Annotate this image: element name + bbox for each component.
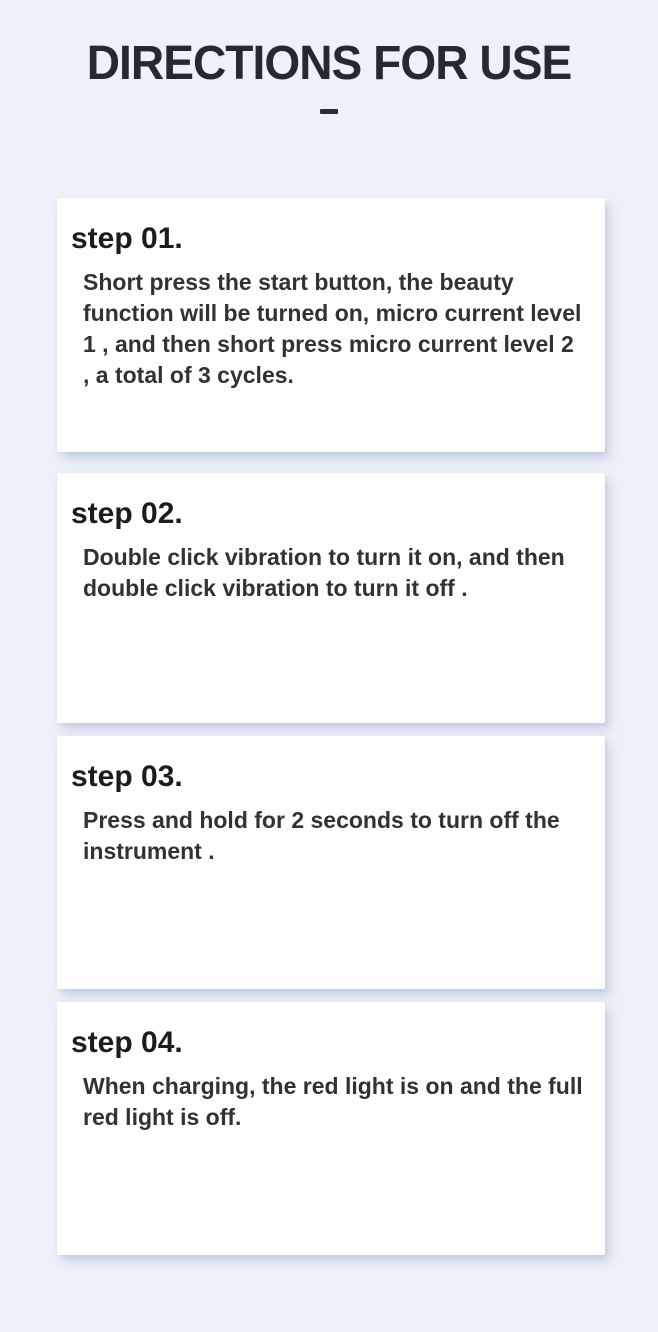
step-2-label: step 02.	[71, 497, 183, 530]
step-card-2	[57, 473, 605, 723]
step-3-label: step 03.	[71, 760, 183, 793]
step-4-text: When charging, the red light is on and the full red light is off.	[83, 1073, 583, 1130]
step-card-3	[57, 736, 605, 989]
step-1-label: step 01.	[71, 222, 183, 255]
step-card-4	[57, 1002, 605, 1255]
step-3-text: Press and hold for 2 seconds to turn off the instrument .	[83, 807, 560, 864]
step-card-1	[57, 198, 605, 452]
directions-page	[0, 36, 658, 1332]
step-1-text: Short press the start button, the beauty function will be turned on, micro current level 1 , and then short press micro current level 2 , a total of 3 cycles.	[83, 269, 582, 388]
step-4-label: step 04.	[71, 1026, 183, 1059]
page-title: DIRECTIONS FOR USE	[86, 37, 572, 90]
step-2-text: Double click vibration to turn it on, and then double click vibration to turn it off .	[83, 544, 565, 601]
title-dash-decoration	[320, 109, 338, 114]
